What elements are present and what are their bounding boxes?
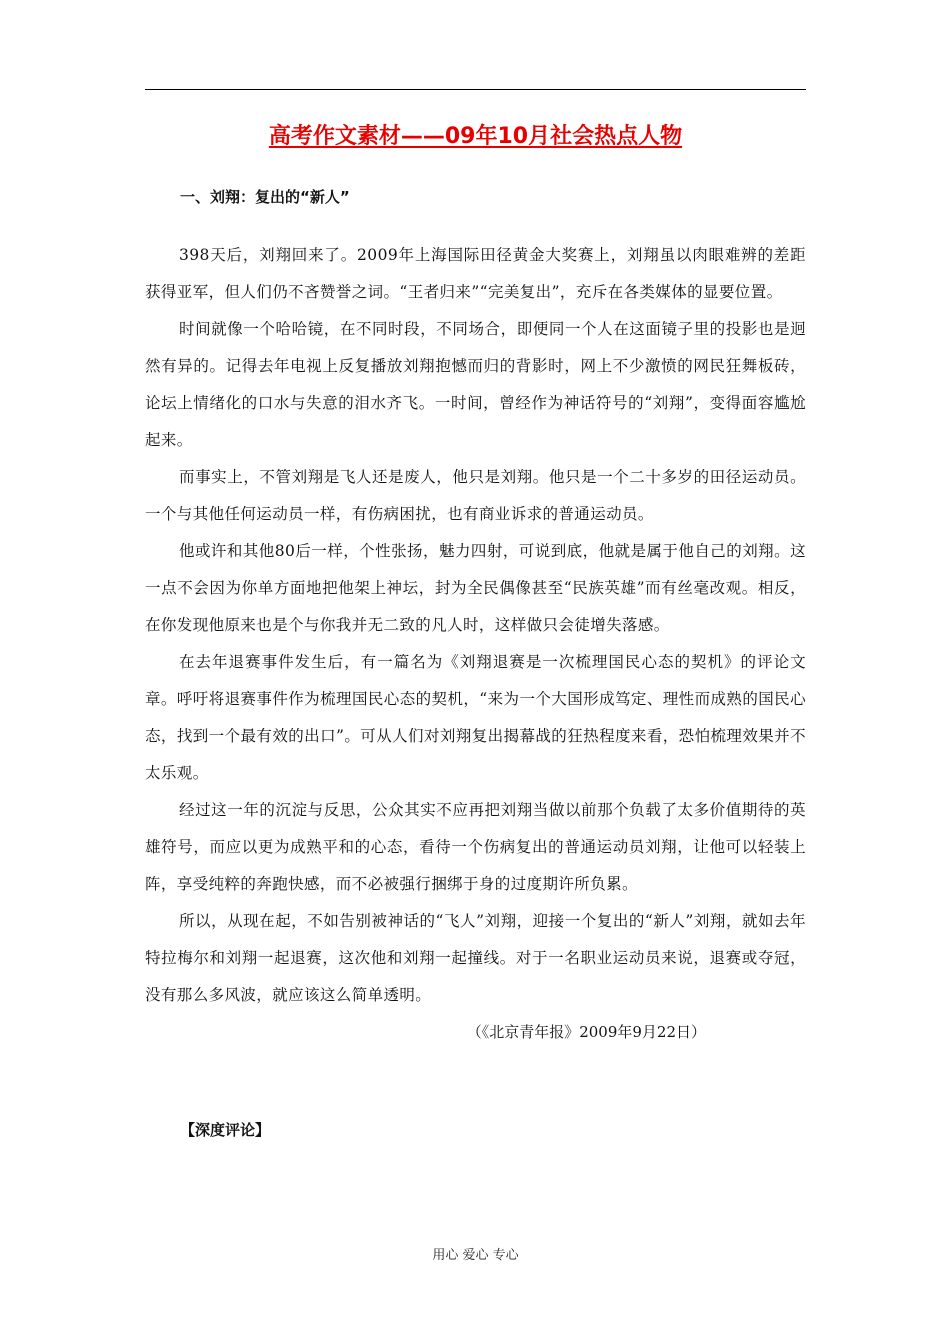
- paragraph-3: 而事实上，不管刘翔是飞人还是废人，他只是刘翔。他只是一个二十多岁的田径运动员。一个与其他任何运动员一样，有伤病困扰，也有商业诉求的普通运动员。: [145, 468, 806, 523]
- article-body: [145, 237, 806, 1051]
- paragraph-5: 在去年退赛事件发生后，有一篇名为《刘翔退赛是一次梳理国民心态的契机》的评论文章。呼吁将退赛事件作为梳理国民心态的契机，“来为一个大国形成笃定、理性而成熟的国民心态，找到一个最有效的出口”。可从人们对刘翔复出揭幕战的狂热程度来看，恐怕梳理效果并不太乐观。: [145, 653, 806, 782]
- paragraph-4: 他或许和其他80后一样，个性张扬，魅力四射，可说到底，他就是属于他自己的刘翔。这一点不会因为你单方面地把他架上神坛，封为全民偶像甚至“民族英雄”而有丝毫改观。相反，在你发现他原来也是个与你我并无二致的凡人时，这样做只会徒增失落感。: [145, 542, 806, 634]
- paragraph-1: 398天后，刘翔回来了。2009年上海国际田径黄金大奖赛上，刘翔虽以肉眼难辨的差距获得亚军，但人们仍不吝赞誉之词。“王者归来”“完美复出”，充斥在各类媒体的显要位置。: [145, 246, 806, 301]
- paragraph-6: 经过这一年的沉淀与反思，公众其实不应再把刘翔当做以前那个负载了太多价值期待的英雄符号，而应以更为成熟平和的心态，看待一个伤病复出的普通运动员刘翔，让他可以轻装上阵，享受纯粹的奔跑快感，而不必被强行捆绑于身的过度期许所负累。: [145, 801, 806, 893]
- section-heading: 一、刘翔：复出的“新人”: [180, 188, 350, 206]
- paragraph-2: 时间就像一个哈哈镜，在不同时段，不同场合，即便同一个人在这面镜子里的投影也是迥然有异的。记得去年电视上反复播放刘翔抱憾而归的背影时，网上不少激愤的网民狂舞板砖，论坛上情绪化的口水与失意的泪水齐飞。一时间，曾经作为神话符号的“刘翔”，变得面容尴尬起来。: [145, 320, 806, 449]
- page-footer: 用心 爱心 专心: [432, 1248, 519, 1263]
- document-title: 高考作文素材——09年10月社会热点人物: [268, 124, 683, 149]
- paragraph-7: 所以，从现在起，不如告别被神话的“飞人”刘翔，迎接一个复出的“新人”刘翔，就如去年特拉梅尔和刘翔一起退赛，这次他和刘翔一起撞线。对于一名职业运动员来说，退赛或夺冠，没有那么多风波，就应该这么简单透明。: [145, 912, 806, 1004]
- subsection-heading: 【深度评论】: [180, 1121, 271, 1139]
- header-rule: [145, 89, 806, 90]
- source-citation: （《北京青年报》2009年9月22日）: [466, 1023, 706, 1041]
